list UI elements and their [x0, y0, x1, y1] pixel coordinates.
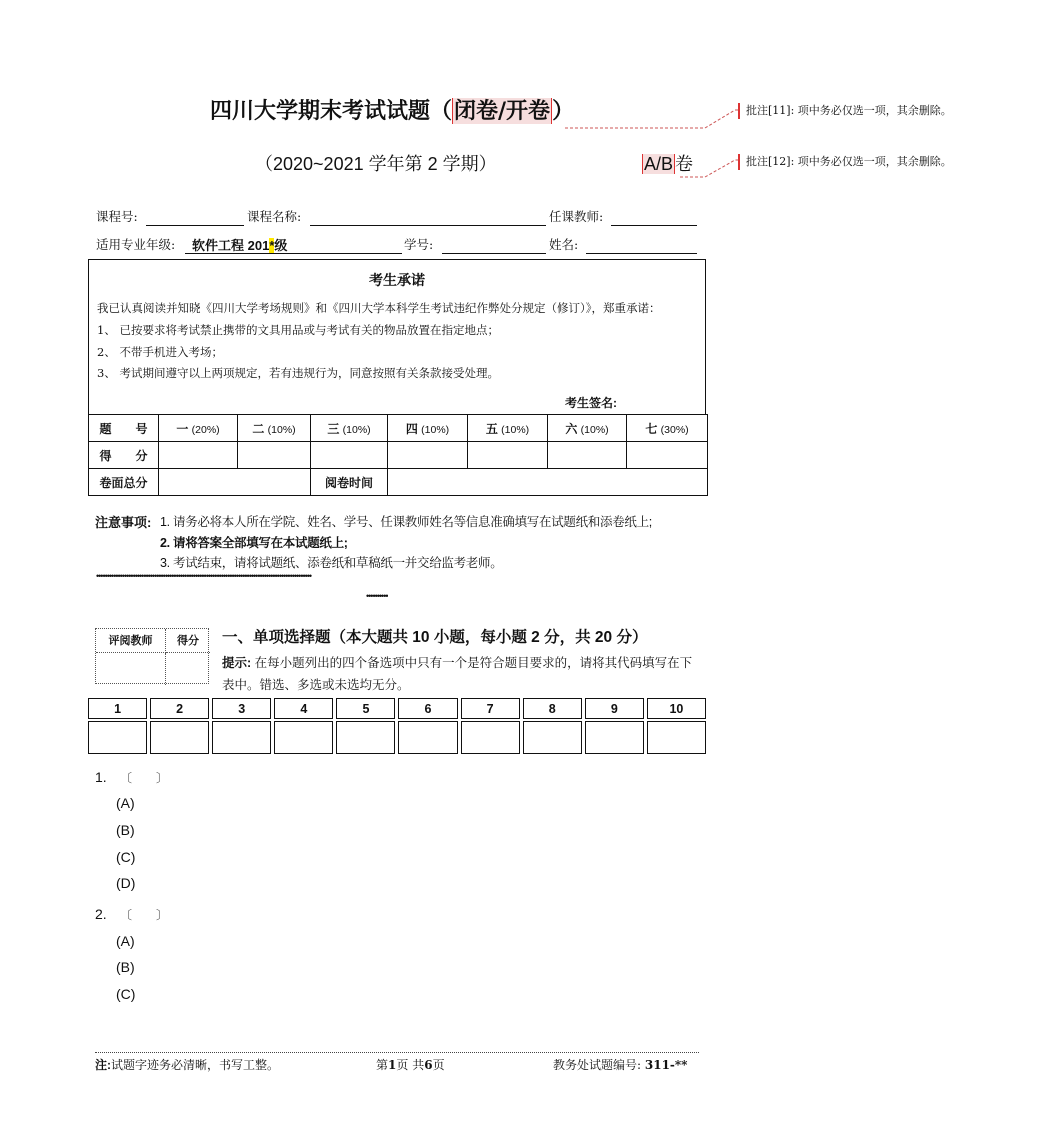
score-cell[interactable] — [159, 442, 238, 469]
answer-cell[interactable] — [647, 721, 706, 754]
grader-label: 评阅教师 — [96, 629, 166, 653]
answer-input-row — [88, 721, 706, 754]
pledge-box — [88, 259, 706, 414]
title-main: 四川大学期末考试试题（ — [210, 98, 453, 124]
answer-number: 7 — [461, 698, 520, 719]
course-no-field[interactable] — [146, 207, 244, 226]
section-header: 二 (10%) — [238, 415, 311, 442]
section-header: 一 (20%) — [159, 415, 238, 442]
score-cell[interactable] — [238, 442, 311, 469]
signature-label: 考生签名: — [565, 396, 617, 410]
review-time-label: 阅卷时间 — [311, 469, 388, 496]
score-cell[interactable] — [548, 442, 627, 469]
section-header: 三 (10%) — [311, 415, 388, 442]
note-item-3: 3. 考试结束，请将试题纸、添卷纸和草稿纸一并交给监考老师。 — [160, 556, 503, 570]
grader-score-label: 得分 — [166, 629, 210, 653]
section-header: 七 (30%) — [627, 415, 708, 442]
question-1-bracket[interactable]: 〔 〕 — [120, 771, 169, 785]
question-2-number: 2. — [95, 906, 107, 922]
answer-cell[interactable] — [523, 721, 582, 754]
answer-number: 9 — [585, 698, 644, 719]
footer-code-label: 教务处试题编号: — [553, 1058, 642, 1072]
name-field[interactable] — [586, 235, 697, 254]
teacher-label: 任课教师: — [549, 209, 604, 224]
footer-note-label: 注: — [95, 1058, 111, 1072]
answer-number: 8 — [523, 698, 582, 719]
review-time-cell[interactable] — [388, 469, 708, 496]
answer-cell[interactable] — [150, 721, 209, 754]
comment-12[interactable]: 批注[12]: 项中务必仅选一项，其余删除。 — [738, 154, 952, 170]
footer-note-text: 试题字迹务必清晰，书写工整。 — [111, 1058, 280, 1072]
grader-box — [95, 628, 209, 684]
question-2-option-a: (A) — [116, 933, 135, 949]
answer-cell[interactable] — [212, 721, 271, 754]
section-header: 五 (10%) — [468, 415, 548, 442]
score-label: 得 分 — [89, 442, 159, 469]
question-1-option-c: (C) — [116, 849, 136, 865]
page-total: 6 — [424, 1058, 433, 1072]
hint-text: 在每小题列出的四个备选项中只有一个是符合题目要求的，请将其代码填写在下表中。错选、多选或未选均无分。 — [222, 656, 693, 692]
section-header: 四 (10%) — [388, 415, 468, 442]
answer-cell[interactable] — [88, 721, 147, 754]
dotted-separator-tail: •••••••••• — [366, 591, 388, 601]
exam-subtitle: （2020~2021 学年第 2 学期） — [255, 154, 497, 174]
answer-cell[interactable] — [274, 721, 333, 754]
dotted-separator: •••••••••••••••••••••••••••••••••••••••••••••••••••••••••••••••••••••••••••••••••••••••••••••••••••• — [96, 571, 312, 581]
answer-number: 3 — [212, 698, 271, 719]
grade-value — [192, 235, 287, 254]
score-header-row — [89, 415, 708, 442]
title-highlight[interactable]: 闭卷/开卷 — [454, 98, 551, 124]
question-1-number: 1. — [95, 769, 107, 785]
answer-cell[interactable] — [461, 721, 520, 754]
question-1-option-b: (B) — [116, 822, 135, 838]
pledge-title: 考生承诺 — [369, 272, 425, 288]
footer-divider — [95, 1052, 699, 1053]
question-1-option-d: (D) — [116, 875, 136, 891]
course-name-label: 课程名称: — [247, 209, 302, 224]
total-cell[interactable] — [159, 469, 311, 496]
note-item-1: 1. 请务必将本人所在学院、姓名、学号、任课教师姓名等信息准确填写在试题纸和添卷纸上; — [160, 515, 652, 529]
student-no-field[interactable] — [442, 235, 546, 254]
grade-value-pre: 软件工程 201 — [192, 238, 270, 253]
section-1-title: 一、单项选择题（本大题共 10 小题，每小题 2 分，共 20 分） — [222, 629, 648, 646]
footer-note — [95, 1056, 279, 1073]
section-header: 六 (10%) — [548, 415, 627, 442]
pledge-intro: 我已认真阅读并知晓《四川大学考场规则》和《四川大学本科学生考试违纪作弊处分规定（修订）》，郑重承诺： — [97, 301, 661, 315]
title-end: ） — [552, 98, 575, 124]
answer-number: 5 — [336, 698, 395, 719]
teacher-field[interactable] — [611, 207, 697, 226]
student-no-label: 学号: — [404, 237, 434, 252]
answer-number: 1 — [88, 698, 147, 719]
grader-name-cell[interactable] — [96, 653, 166, 685]
course-no-label: 课程号: — [96, 209, 138, 224]
note-item-2: 2. 请将答案全部填写在本试题纸上; — [160, 536, 348, 550]
answer-cell[interactable] — [585, 721, 644, 754]
score-cell[interactable] — [311, 442, 388, 469]
score-row — [89, 442, 708, 469]
answer-number: 10 — [647, 698, 706, 719]
section-1-hint — [222, 652, 702, 696]
answer-cell[interactable] — [398, 721, 457, 754]
footer-code — [553, 1056, 687, 1073]
pledge-item-3: 3、 考试期间遵守以上两项规定，若有违规行为，同意按照有关条款接受处理。 — [97, 366, 499, 380]
pledge-item-2: 2、 不带手机进入考场； — [97, 345, 223, 359]
name-label: 姓名: — [549, 237, 579, 252]
comment-11[interactable]: 批注[11]: 项中务必仅选一项，其余删除。 — [738, 103, 952, 119]
course-name-field[interactable] — [310, 207, 546, 226]
footer-code-value: 311-** — [644, 1058, 688, 1072]
question-2-option-c: (C) — [116, 986, 136, 1002]
answer-cell[interactable] — [336, 721, 395, 754]
score-cell[interactable] — [388, 442, 468, 469]
paper-ab-highlight[interactable]: A/B — [644, 154, 674, 174]
score-cell[interactable] — [627, 442, 708, 469]
score-cell[interactable] — [468, 442, 548, 469]
answer-number: 4 — [274, 698, 333, 719]
question-2-option-b: (B) — [116, 959, 135, 975]
answer-number: 6 — [398, 698, 457, 719]
question-1-option-a: (A) — [116, 795, 135, 811]
paper-suffix: 卷 — [675, 154, 694, 174]
score-table — [88, 414, 708, 496]
grade-label: 适用专业年级: — [96, 237, 176, 252]
grade-value-star: * — [269, 238, 275, 253]
question-no-label: 题 号 — [89, 415, 159, 442]
question-2-bracket[interactable]: 〔 〕 — [120, 908, 169, 922]
page-number: 1 — [388, 1058, 397, 1072]
answer-number: 2 — [150, 698, 209, 719]
hint-label: 提示: — [222, 656, 252, 670]
total-row — [89, 469, 708, 496]
answer-table — [85, 696, 709, 756]
notes-label: 注意事项: — [95, 515, 152, 530]
total-label: 卷面总分 — [89, 469, 159, 496]
pledge-item-1: 1、 已按要求将考试禁止携带的文具用品或与考试有关的物品放置在指定地点； — [97, 323, 499, 337]
grade-value-post: 级 — [274, 238, 288, 253]
footer-page: 第1页 共6页 — [376, 1058, 445, 1072]
comment-connectors — [0, 0, 1054, 200]
answer-header-row — [88, 698, 706, 719]
